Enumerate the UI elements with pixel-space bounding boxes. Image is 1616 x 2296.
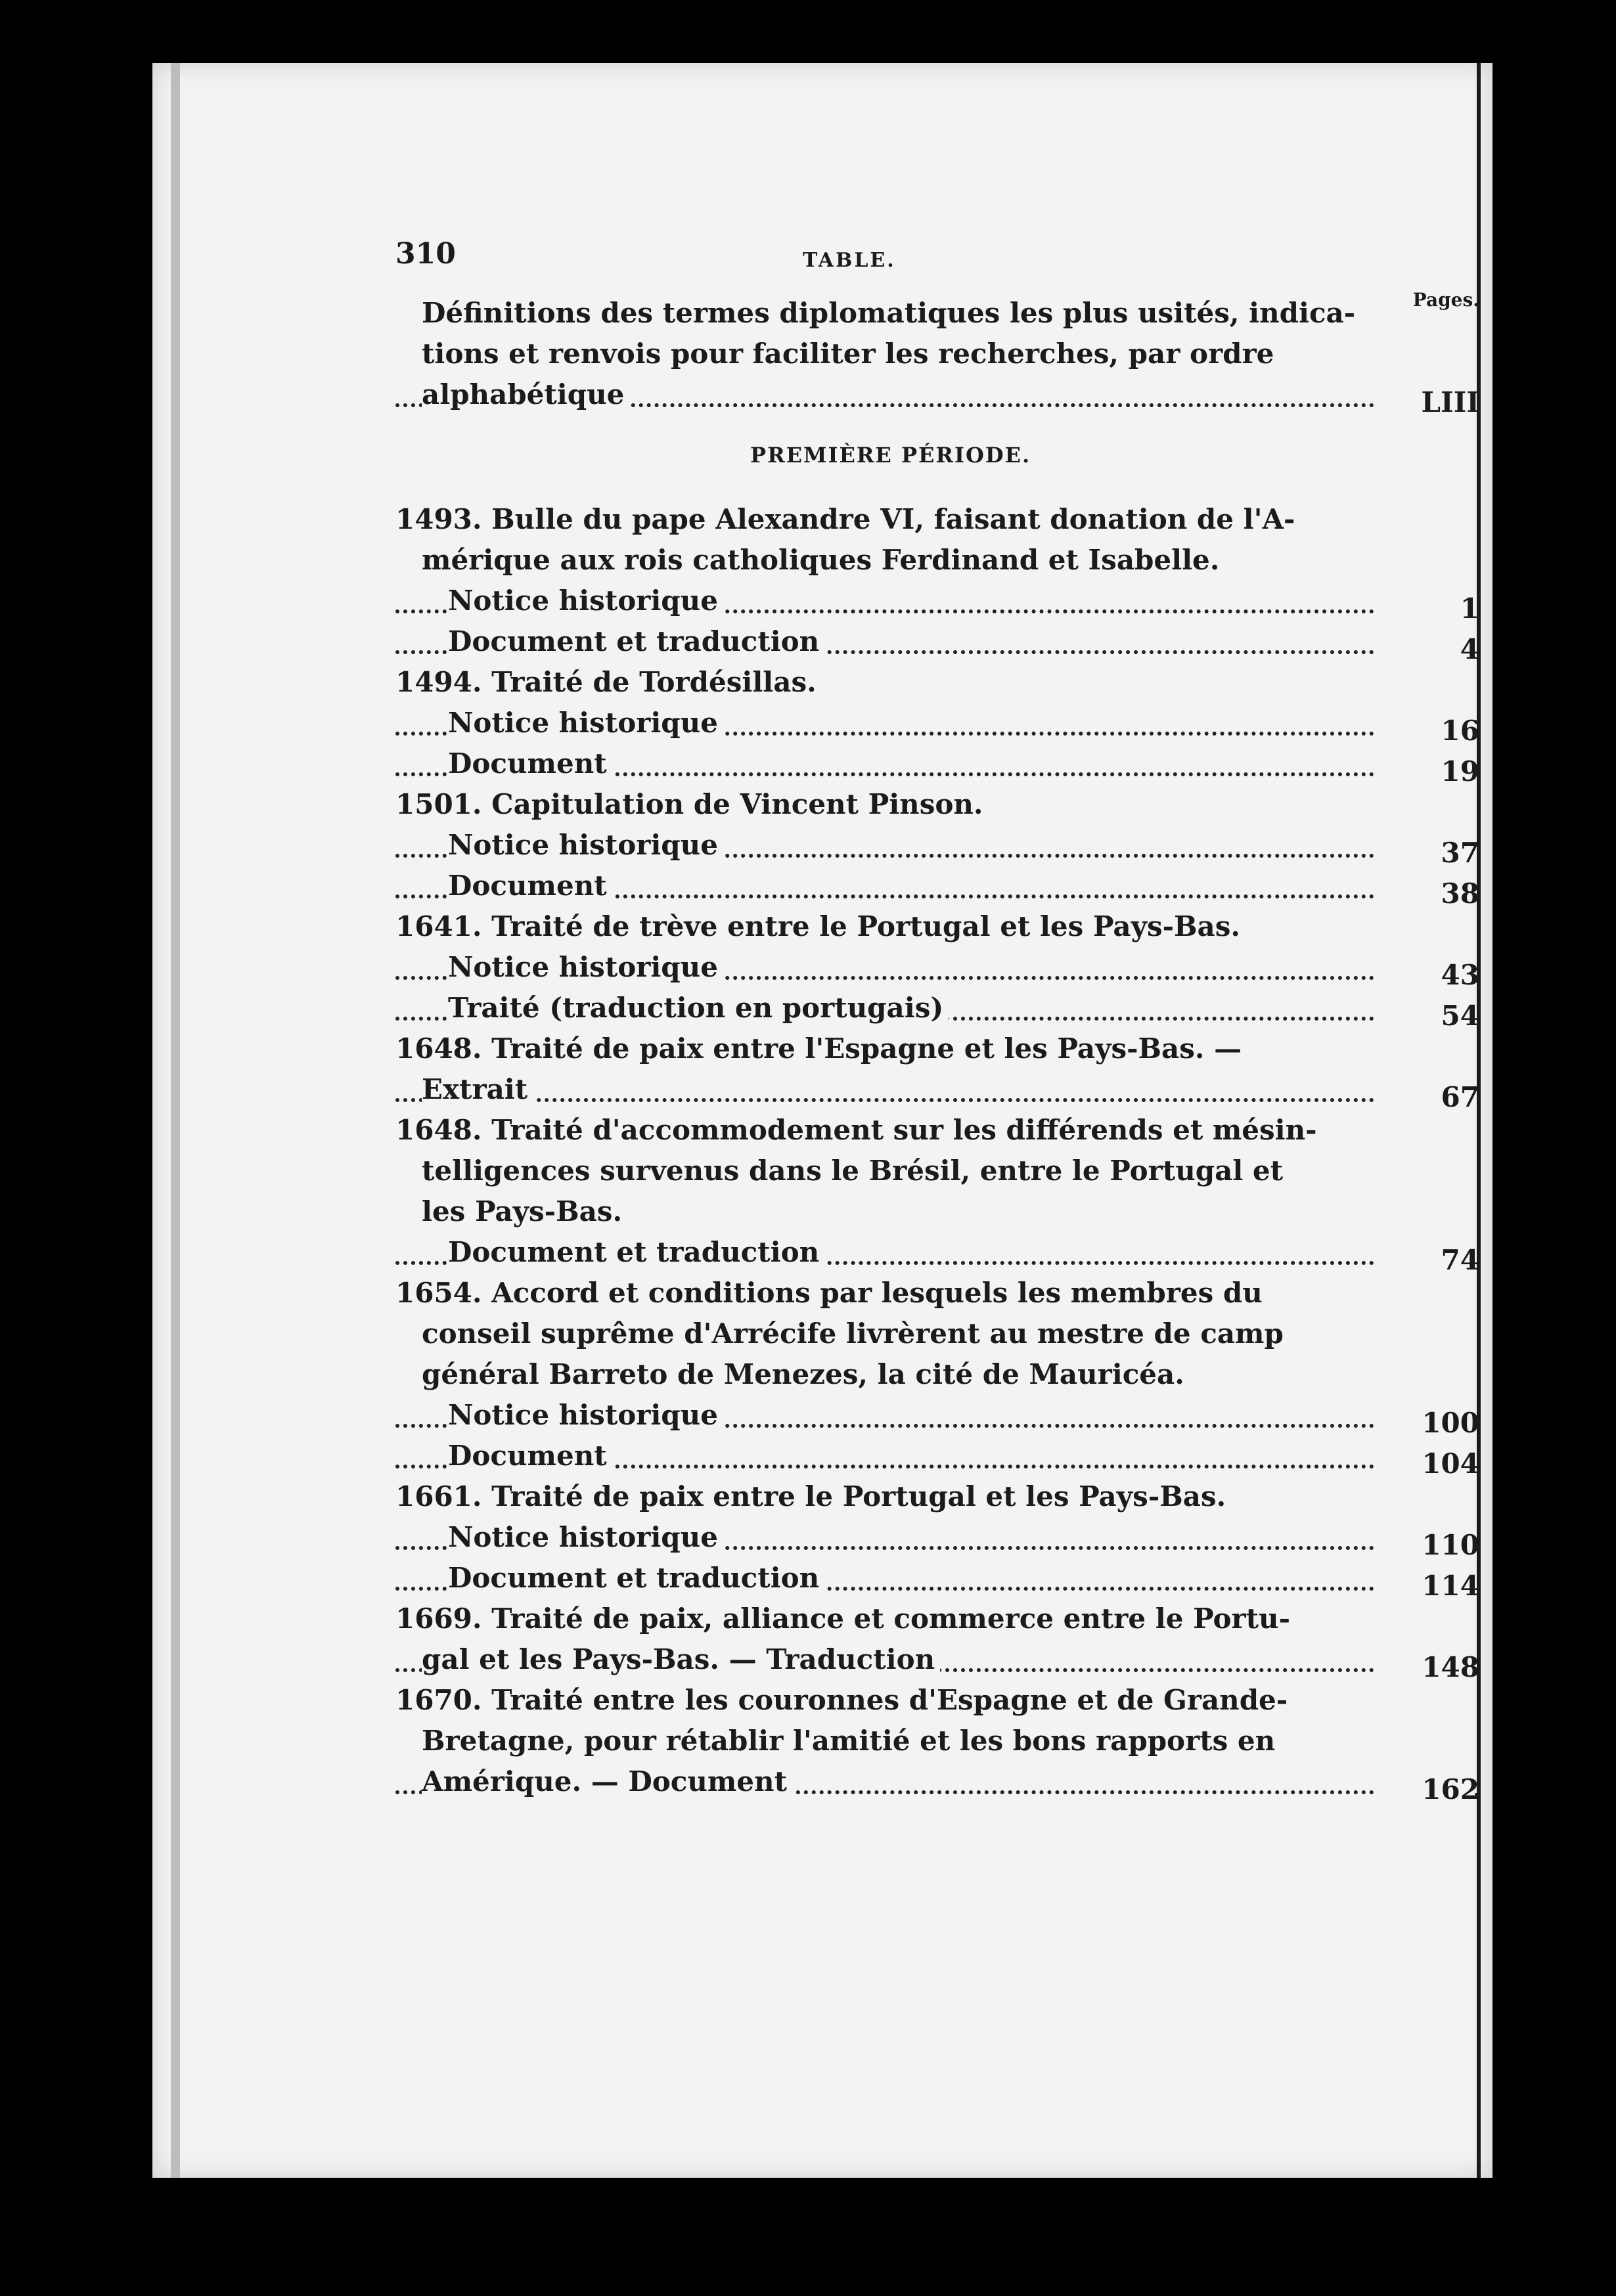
page-ref: 104 (1422, 1447, 1479, 1480)
toc-line: 1648. Traité d'accommodement sur les différends et mésin- (395, 1110, 1499, 1151)
intro-entry (395, 293, 1499, 418)
toc-line: 1669. Traité de paix, alliance et commerce entre le Portu- (395, 1599, 1499, 1639)
toc-line: les Pays-Bas. (395, 1191, 1499, 1232)
toc-line: 1648. Traité de paix entre l'Espagne et les Pays-Bas. — (395, 1028, 1499, 1069)
toc-line: Notice historique 16 (395, 703, 1499, 743)
toc-line: 1661. Traité de paix entre le Portugal et les Pays-Bas. (395, 1476, 1499, 1517)
toc-entries (395, 499, 1499, 1805)
toc-line: 1670. Traité entre les couronnes d'Espagne et de Grande- (395, 1680, 1499, 1721)
toc-line: 1494. Traité de Tordésillas. (395, 662, 1499, 703)
toc-line: mérique aux rois catholiques Ferdinand et Isabelle. (395, 540, 1499, 581)
toc-line: Document et traduction 74 (395, 1232, 1499, 1273)
page-ref: 37 (1441, 837, 1479, 869)
toc-line: Bretagne, pour rétablir l'amitié et les bons rapports en (395, 1721, 1499, 1761)
toc-line: 1493. Bulle du pape Alexandre VI, faisant donation de l'A- (395, 499, 1499, 540)
toc-line: Notice historique 43 (395, 947, 1499, 988)
table-of-contents (395, 234, 1499, 1805)
page-header (395, 234, 1499, 311)
page-ref: 19 (1441, 755, 1479, 787)
toc-line: Document et traduction 114 (395, 1558, 1499, 1599)
book-page (152, 63, 1493, 2178)
toc-line: Traité (traduction en portugais) 54 (395, 988, 1499, 1028)
toc-line: 1501. Capitulation de Vincent Pinson. (395, 784, 1499, 825)
page-ref: 43 (1441, 959, 1479, 991)
page-ref: 16 (1441, 715, 1479, 747)
page-gutter-left (171, 63, 180, 2178)
toc-line: Document et traduction 4 (395, 621, 1499, 662)
toc-line: conseil suprême d'Arrécife livrèrent au mestre de camp (395, 1314, 1499, 1354)
page-ref: 4 (1460, 633, 1479, 665)
toc-line: telligences survenus dans le Brésil, entre le Portugal et (395, 1151, 1499, 1191)
page-ref: 162 (1422, 1773, 1479, 1805)
period-title: PREMIÈRE PÉRIODE. (750, 443, 1031, 468)
page-number: 310 (395, 237, 456, 271)
toc-line: Notice historique 110 (395, 1517, 1499, 1558)
toc-line: gal et les Pays-Bas. — Traduction 148 (395, 1639, 1499, 1680)
pages-column-label: Pages. (1412, 289, 1479, 311)
page-ref: 110 (1422, 1529, 1479, 1561)
toc-line: Notice historique 1 (395, 581, 1499, 621)
intro-line: alphabétique LIII (395, 374, 1499, 415)
page-ref: 54 (1441, 1000, 1479, 1032)
page-ref: 1 (1460, 592, 1479, 625)
page-ref: 114 (1422, 1570, 1479, 1602)
page-ref: 100 (1422, 1407, 1479, 1439)
toc-line: Notice historique 100 (395, 1395, 1499, 1436)
page-ref: LIII (1421, 386, 1479, 418)
running-head: TABLE. (803, 249, 896, 272)
toc-line: Notice historique 37 (395, 825, 1499, 866)
intro-line: Définitions des termes diplomatiques les plus usités, indica- (395, 293, 1499, 334)
toc-line: Document 19 (395, 743, 1499, 784)
toc-line: Document 104 (395, 1436, 1499, 1476)
toc-line: Document 38 (395, 866, 1499, 906)
toc-line: 1641. Traité de trève entre le Portugal et les Pays-Bas. (395, 906, 1499, 947)
page-ref: 38 (1441, 877, 1479, 910)
intro-line: tions et renvois pour faciliter les recherches, par ordre (395, 334, 1499, 374)
toc-line: général Barreto de Menezes, la cité de Mauricéa. (395, 1354, 1499, 1395)
toc-line: Amérique. — Document 162 (395, 1761, 1499, 1802)
toc-line: Extrait 67 (395, 1069, 1499, 1110)
page-ref: 74 (1441, 1244, 1479, 1276)
page-ref: 67 (1441, 1081, 1479, 1113)
page-ref: 148 (1422, 1651, 1479, 1683)
toc-line: 1654. Accord et conditions par lesquels les membres du (395, 1273, 1499, 1314)
